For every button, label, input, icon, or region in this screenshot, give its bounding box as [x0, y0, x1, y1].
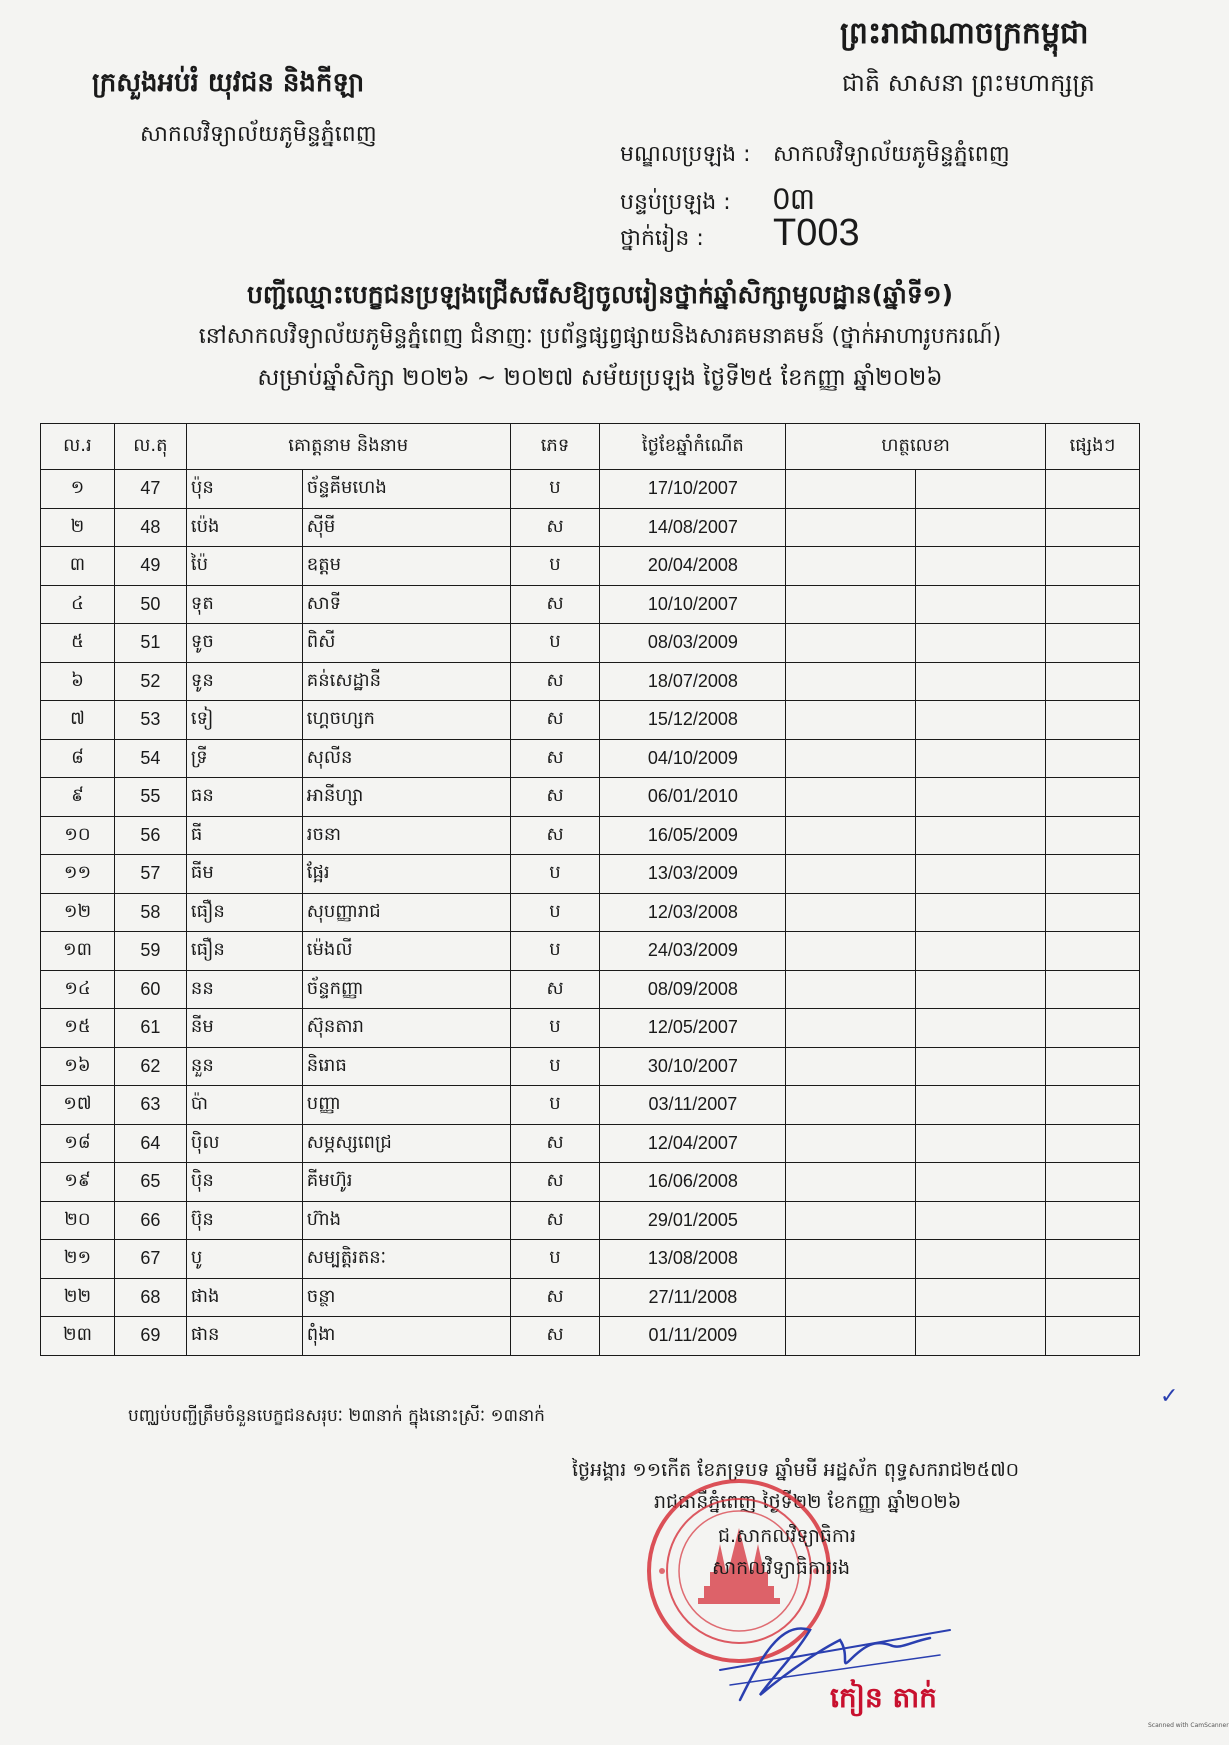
cell-family-name: នួន	[186, 1047, 302, 1086]
exam-room-label: បន្ទប់ប្រឡង :	[620, 190, 731, 215]
table-body	[41, 470, 1140, 1356]
cell-signature-1	[786, 508, 916, 547]
cell-dob: 03/11/2007	[600, 1086, 786, 1125]
cell-dob: 06/01/2010	[600, 778, 786, 817]
cell-other	[1046, 1009, 1140, 1048]
cell-other	[1046, 970, 1140, 1009]
cell-given-name: និរោធ	[302, 1047, 510, 1086]
cell-family-name: ទ្រី	[186, 739, 302, 778]
cell-signature-1	[786, 893, 916, 932]
cell-no: ៣	[41, 547, 115, 586]
table-header-row	[41, 424, 1140, 470]
cell-signature-2	[916, 816, 1046, 855]
cell-no: ២	[41, 508, 115, 547]
cell-other	[1046, 585, 1140, 624]
cell-signature-2	[916, 1317, 1046, 1356]
cell-other	[1046, 1201, 1140, 1240]
cell-dob: 13/08/2008	[600, 1240, 786, 1279]
cell-sex: ស	[510, 816, 600, 855]
cell-family-name: ផាន	[186, 1317, 302, 1356]
cell-other	[1046, 1163, 1140, 1202]
cell-family-name: ប៉ិន	[186, 1163, 302, 1202]
cell-dob: 20/04/2008	[600, 547, 786, 586]
lunar-date: ថ្ងៃអង្គារ ១១កើត ខែភទ្របទ ឆ្នាំមមី អដ្ឋស័ក ពុទ្ធសករាជ២៥៧០	[572, 1459, 1020, 1481]
cell-signature-1	[786, 778, 916, 817]
cell-sex: ប	[510, 1086, 600, 1125]
cell-dob: 27/11/2008	[600, 1278, 786, 1317]
cell-dob: 16/06/2008	[600, 1163, 786, 1202]
cell-given-name: គន់សេដ្ឋានី	[302, 662, 510, 701]
cell-sex: ប	[510, 470, 600, 509]
document-subtitle-session: សម្រាប់ឆ្នាំសិក្សា ២០២៦ ~ ២០២៧ សម័យប្រឡង ថ្ងៃទី២៥ ខែកញ្ញា ឆ្នាំ២០២៦	[257, 365, 943, 391]
cell-no: ២១	[41, 1240, 115, 1279]
cell-given-name: ច័ន្ទកញ្ញា	[302, 970, 510, 1009]
cell-dob: 16/05/2009	[600, 816, 786, 855]
cell-family-name: ប៉ៃ	[186, 547, 302, 586]
cell-family-name: ធឿន	[186, 893, 302, 932]
cell-family-name: ប៉ា	[186, 1086, 302, 1125]
cell-other	[1046, 1124, 1140, 1163]
table-row	[41, 1124, 1140, 1163]
cell-other	[1046, 739, 1140, 778]
header-other: ផ្សេងៗ	[1046, 424, 1140, 470]
cell-given-name: ពិសី	[302, 624, 510, 663]
table-row	[41, 624, 1140, 663]
table-row	[41, 1047, 1140, 1086]
cell-signature-2	[916, 1163, 1046, 1202]
cell-family-name: នន	[186, 970, 302, 1009]
signer-name: កៀន តាក់	[830, 1681, 937, 1714]
table-row	[41, 1240, 1140, 1279]
check-mark: ✓	[1160, 1384, 1179, 1409]
signer-title-1: ជ.សាកលវិទ្យាធិការ	[718, 1525, 857, 1547]
cell-sex: ស	[510, 508, 600, 547]
cell-signature-1	[786, 1009, 916, 1048]
cell-no: ១	[41, 470, 115, 509]
cell-dob: 29/01/2005	[600, 1201, 786, 1240]
cell-dob: 24/03/2009	[600, 932, 786, 971]
cell-family-name: ផាង	[186, 1278, 302, 1317]
cell-desk: 50	[114, 585, 186, 624]
cell-sex: ស	[510, 778, 600, 817]
cell-signature-2	[916, 1047, 1046, 1086]
cell-desk: 64	[114, 1124, 186, 1163]
cell-given-name: បញ្ញា	[302, 1086, 510, 1125]
cell-desk: 47	[114, 470, 186, 509]
cell-no: ១៤	[41, 970, 115, 1009]
cell-sex: ស	[510, 1163, 600, 1202]
cell-no: ៧	[41, 701, 115, 740]
header-signature: ហត្ថលេខា	[786, 424, 1046, 470]
cell-family-name: នីម	[186, 1009, 302, 1048]
cell-sex: ប	[510, 1240, 600, 1279]
cell-signature-2	[916, 932, 1046, 971]
cell-sex: ស	[510, 701, 600, 740]
table-row	[41, 778, 1140, 817]
cell-signature-2	[916, 662, 1046, 701]
cell-signature-2	[916, 547, 1046, 586]
table-row	[41, 1086, 1140, 1125]
cell-dob: 13/03/2009	[600, 855, 786, 894]
cell-desk: 58	[114, 893, 186, 932]
cell-signature-1	[786, 1278, 916, 1317]
table-row	[41, 701, 1140, 740]
cell-given-name: ហ៊ាង	[302, 1201, 510, 1240]
cell-given-name: សម្ភស្សពេជ្រ	[302, 1124, 510, 1163]
cell-signature-1	[786, 816, 916, 855]
table-row	[41, 893, 1140, 932]
table-row	[41, 816, 1140, 855]
cell-other	[1046, 701, 1140, 740]
cell-sex: ស	[510, 662, 600, 701]
cell-family-name: ប៉ុន	[186, 470, 302, 509]
cell-other	[1046, 932, 1140, 971]
cell-dob: 08/03/2009	[600, 624, 786, 663]
table-row	[41, 739, 1140, 778]
cell-signature-2	[916, 1240, 1046, 1279]
table-row	[41, 1201, 1140, 1240]
cell-signature-1	[786, 1163, 916, 1202]
national-motto: ជាតិ សាសនា ព្រះមហាក្សត្រ	[842, 69, 1095, 97]
table-row	[41, 855, 1140, 894]
cell-other	[1046, 1240, 1140, 1279]
cell-signature-1	[786, 1317, 916, 1356]
cell-given-name: ច័ន្ទគីមហេង	[302, 470, 510, 509]
candidate-table	[40, 423, 1140, 1356]
cell-given-name: សុីមី	[302, 508, 510, 547]
cell-signature-2	[916, 778, 1046, 817]
cell-given-name: ហ្គេចហ្សក	[302, 701, 510, 740]
exam-center-value: សាកលវិទ្យាល័យភូមិន្ទភ្នំពេញ	[773, 142, 1010, 167]
cell-signature-1	[786, 739, 916, 778]
cell-sex: ស	[510, 1317, 600, 1356]
cell-family-name: ធីម	[186, 855, 302, 894]
cell-other	[1046, 1278, 1140, 1317]
table-row	[41, 508, 1140, 547]
cell-desk: 59	[114, 932, 186, 971]
cell-desk: 53	[114, 701, 186, 740]
cell-desk: 56	[114, 816, 186, 855]
cell-given-name: ស៊ុនតារា	[302, 1009, 510, 1048]
cell-sex: ប	[510, 547, 600, 586]
cell-signature-2	[916, 739, 1046, 778]
scanner-watermark: Scanned with CamScanner	[1148, 1722, 1229, 1729]
cell-signature-1	[786, 1124, 916, 1163]
cell-sex: ប	[510, 1047, 600, 1086]
table-row	[41, 1278, 1140, 1317]
cell-signature-2	[916, 970, 1046, 1009]
cell-sex: ស	[510, 970, 600, 1009]
cell-dob: 04/10/2009	[600, 739, 786, 778]
cell-dob: 12/03/2008	[600, 893, 786, 932]
cell-no: ២២	[41, 1278, 115, 1317]
cell-signature-2	[916, 624, 1046, 663]
total-count: បញ្ឈប់បញ្ជីត្រឹមចំនួនបេក្ខជនសរុបៈ ២៣នាក់ ក្នុងនោះស្រីៈ ១៣នាក់	[128, 1406, 545, 1426]
document-title: បញ្ជីឈ្មោះបេក្ខជនប្រឡងជ្រើសរើសឱ្យចូលរៀនថ្នាក់ឆ្នាំសិក្សាមូលដ្ឋាន(ឆ្នាំទី១)	[246, 280, 954, 309]
ministry-name: ក្រសួងអប់រំ យុវជន និងកីឡា	[92, 68, 365, 98]
cell-no: ២០	[41, 1201, 115, 1240]
cell-other	[1046, 1047, 1140, 1086]
header-no: ល.រ	[41, 424, 115, 470]
cell-sex: ស	[510, 1201, 600, 1240]
class-value: T003	[773, 212, 860, 254]
cell-desk: 63	[114, 1086, 186, 1125]
cell-desk: 55	[114, 778, 186, 817]
table-row	[41, 1317, 1140, 1356]
cell-family-name: ប៉ិល	[186, 1124, 302, 1163]
cell-sex: ស	[510, 1124, 600, 1163]
cell-dob: 15/12/2008	[600, 701, 786, 740]
cell-family-name: ទុត	[186, 585, 302, 624]
cell-no: ១៧	[41, 1086, 115, 1125]
cell-family-name: ប៉េង	[186, 508, 302, 547]
cell-sex: ប	[510, 932, 600, 971]
cell-given-name: ម៉េងលី	[302, 932, 510, 971]
table-row	[41, 1163, 1140, 1202]
cell-signature-2	[916, 1009, 1046, 1048]
cell-signature-1	[786, 1201, 916, 1240]
cell-family-name: ធន	[186, 778, 302, 817]
header-desk: ល.តុ	[114, 424, 186, 470]
table-row	[41, 970, 1140, 1009]
cell-other	[1046, 816, 1140, 855]
cell-signature-2	[916, 508, 1046, 547]
document-subtitle-major: នៅសាកលវិទ្យាល័យភូមិន្ទភ្នំពេញ ជំនាញៈ ប្រព័ន្ធផ្សព្វផ្សាយនិងសារគមនាគមន៍ (ថ្នាក់អាហារូបករណ៍)	[198, 324, 1002, 349]
cell-signature-2	[916, 1201, 1046, 1240]
header-name: គោត្តនាម និងនាម	[186, 424, 510, 470]
cell-family-name: បូ	[186, 1240, 302, 1279]
cell-signature-1	[786, 1047, 916, 1086]
cell-signature-2	[916, 855, 1046, 894]
cell-other	[1046, 547, 1140, 586]
cell-no: ១០	[41, 816, 115, 855]
cell-no: ២៣	[41, 1317, 115, 1356]
cell-desk: 65	[114, 1163, 186, 1202]
header-dob: ថ្ងៃខែឆ្នាំកំណើត	[600, 424, 786, 470]
gregorian-date: រាជធានីភ្នំពេញ ថ្ងៃទី២២ ខែកញ្ញា ឆ្នាំ២០២៦	[654, 1491, 962, 1513]
cell-other	[1046, 855, 1140, 894]
cell-desk: 51	[114, 624, 186, 663]
table-row	[41, 932, 1140, 971]
cell-sex: ប	[510, 893, 600, 932]
cell-given-name: ផ្អែរ	[302, 855, 510, 894]
cell-dob: 12/04/2007	[600, 1124, 786, 1163]
cell-family-name: ទៀ	[186, 701, 302, 740]
cell-family-name: ទូន	[186, 662, 302, 701]
cell-desk: 57	[114, 855, 186, 894]
cell-other	[1046, 624, 1140, 663]
cell-other	[1046, 893, 1140, 932]
cell-no: ៩	[41, 778, 115, 817]
table-row	[41, 1009, 1140, 1048]
cell-given-name: រចនា	[302, 816, 510, 855]
cell-given-name: សាទី	[302, 585, 510, 624]
cell-family-name: ប៊ុន	[186, 1201, 302, 1240]
cell-given-name: សុលីន	[302, 739, 510, 778]
cell-signature-1	[786, 701, 916, 740]
table-row	[41, 662, 1140, 701]
cell-other	[1046, 1317, 1140, 1356]
cell-no: ១៥	[41, 1009, 115, 1048]
cell-given-name: ចន្ថា	[302, 1278, 510, 1317]
cell-desk: 54	[114, 739, 186, 778]
cell-given-name: សម្បត្តិរតនៈ	[302, 1240, 510, 1279]
cell-signature-1	[786, 932, 916, 971]
cell-signature-1	[786, 624, 916, 663]
cell-given-name: អានីហ្សា	[302, 778, 510, 817]
cell-given-name: សុបញ្ញារាជ	[302, 893, 510, 932]
cell-family-name: ទូច	[186, 624, 302, 663]
cell-signature-2	[916, 1086, 1046, 1125]
cell-no: ៨	[41, 739, 115, 778]
class-row	[620, 212, 860, 256]
cell-given-name: ពុំងា	[302, 1317, 510, 1356]
cell-sex: ស	[510, 739, 600, 778]
cell-signature-1	[786, 970, 916, 1009]
cell-other	[1046, 508, 1140, 547]
kingdom-name: ព្រះរាជាណាចក្រកម្ពុជា	[840, 16, 1089, 51]
exam-room-value: 0៣	[773, 183, 816, 216]
class-label: ថ្នាក់រៀន :	[620, 226, 704, 251]
cell-family-name: ធី	[186, 816, 302, 855]
cell-dob: 08/09/2008	[600, 970, 786, 1009]
cell-signature-2	[916, 701, 1046, 740]
cell-no: ១៩	[41, 1163, 115, 1202]
cell-other	[1046, 1086, 1140, 1125]
cell-signature-1	[786, 547, 916, 586]
cell-other	[1046, 778, 1140, 817]
cell-dob: 17/10/2007	[600, 470, 786, 509]
cell-family-name: ធឿន	[186, 932, 302, 971]
cell-no: ១២	[41, 893, 115, 932]
faculty-name: សាកលវិទ្យាល័យភូមិន្ទភ្នំពេញ	[140, 122, 377, 147]
header-sex: ភេទ	[510, 424, 600, 470]
cell-signature-2	[916, 1278, 1046, 1317]
cell-signature-2	[916, 585, 1046, 624]
cell-no: ៤	[41, 585, 115, 624]
cell-other	[1046, 470, 1140, 509]
cell-dob: 14/08/2007	[600, 508, 786, 547]
cell-no: ១៨	[41, 1124, 115, 1163]
table-row	[41, 547, 1140, 586]
cell-signature-1	[786, 1240, 916, 1279]
cell-given-name: ឧត្តម	[302, 547, 510, 586]
cell-no: ១៣	[41, 932, 115, 971]
cell-signature-1	[786, 662, 916, 701]
cell-no: ១១	[41, 855, 115, 894]
table-row	[41, 470, 1140, 509]
cell-desk: 48	[114, 508, 186, 547]
cell-desk: 68	[114, 1278, 186, 1317]
cell-no: ៦	[41, 662, 115, 701]
cell-sex: ប	[510, 855, 600, 894]
cell-desk: 66	[114, 1201, 186, 1240]
cell-no: ៥	[41, 624, 115, 663]
cell-sex: ស	[510, 585, 600, 624]
cell-signature-1	[786, 1086, 916, 1125]
cell-desk: 69	[114, 1317, 186, 1356]
cell-sex: ប	[510, 624, 600, 663]
exam-center-row	[620, 140, 1010, 172]
cell-dob: 18/07/2008	[600, 662, 786, 701]
cell-sex: ប	[510, 1009, 600, 1048]
cell-signature-1	[786, 855, 916, 894]
cell-given-name: គីមហ៊ូរ	[302, 1163, 510, 1202]
cell-signature-2	[916, 1124, 1046, 1163]
cell-no: ១៦	[41, 1047, 115, 1086]
exam-center-label: មណ្ឌលប្រឡង :	[620, 142, 751, 167]
cell-desk: 60	[114, 970, 186, 1009]
cell-desk: 52	[114, 662, 186, 701]
cell-sex: ស	[510, 1278, 600, 1317]
cell-desk: 61	[114, 1009, 186, 1048]
cell-desk: 49	[114, 547, 186, 586]
cell-dob: 30/10/2007	[600, 1047, 786, 1086]
cell-signature-1	[786, 470, 916, 509]
cell-other	[1046, 662, 1140, 701]
cell-dob: 12/05/2007	[600, 1009, 786, 1048]
cell-signature-2	[916, 470, 1046, 509]
cell-dob: 10/10/2007	[600, 585, 786, 624]
signer-title-2: សាកលវិទ្យាធិការរង	[712, 1557, 851, 1579]
cell-signature-1	[786, 585, 916, 624]
table-row	[41, 585, 1140, 624]
cell-desk: 67	[114, 1240, 186, 1279]
cell-signature-2	[916, 893, 1046, 932]
cell-dob: 01/11/2009	[600, 1317, 786, 1356]
cell-desk: 62	[114, 1047, 186, 1086]
